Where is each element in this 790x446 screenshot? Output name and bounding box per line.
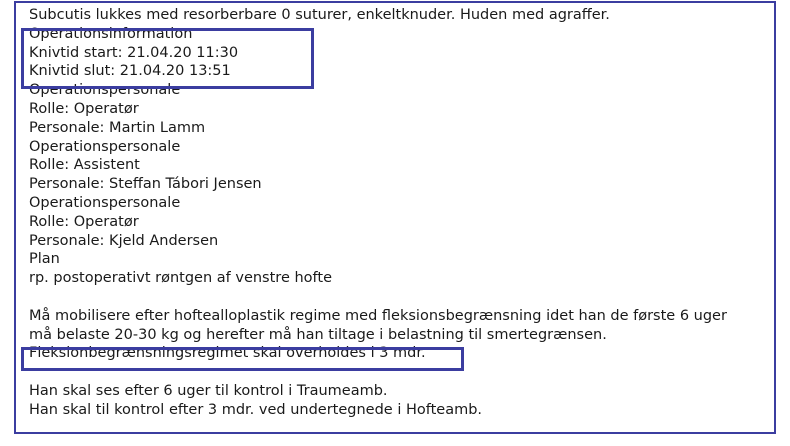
note-line-mobilisation-1: Må mobilisere efter hoftealloplastik regime med fleksionsbegrænsning idet han de første 6 uger (29, 307, 727, 324)
note-line-knife-time-end: Knivtid slut: 21.04.20 13:51 (29, 63, 231, 80)
note-line-staff-2: Personale: Steffan Tábori Jensen (29, 176, 262, 193)
note-line-plan-heading: Plan (29, 251, 60, 268)
note-line-blank-1 (29, 288, 790, 307)
note-line-closure: Subcutis lukkes med resorberbare 0 suturer, enkeltknuder. Huden med agraffer. (29, 7, 610, 23)
note-line-staff-heading-3: Operationspersonale (29, 194, 181, 211)
note-line-role-2: Rolle: Assistent (29, 157, 140, 174)
clinical-note (29, 6, 790, 420)
note-line-xray-order: rp. postoperativt røntgen af venstre hofte (29, 270, 332, 287)
note-line-staff-heading-2: Operationspersonale (29, 138, 181, 155)
note-line-role-3: Rolle: Operatør (29, 213, 139, 230)
note-line-staff-heading-1: Operationspersonale (29, 82, 181, 99)
note-line-knife-time-start: Knivtid start: 21.04.20 11:30 (29, 44, 239, 61)
note-line-blank-2 (29, 363, 790, 382)
note-line-role-1: Rolle: Operatør (29, 100, 139, 117)
note-line-staff-1: Personale: Martin Lamm (29, 119, 206, 136)
note-line-staff-3: Personale: Kjeld Andersen (29, 232, 219, 249)
note-line-followup-trauma: Han skal ses efter 6 uger til kontrol i Traumeamb. (29, 382, 388, 399)
note-line-mobilisation-2: må belaste 20-30 kg og herefter må han tiltage i belastning til smertegrænsen. (29, 326, 607, 343)
note-line-operation-info-heading: Operationsinformation (29, 25, 193, 42)
note-line-flexion-regime: Fleksionbegrænsningsregimet skal overholdes i 3 mdr. (29, 345, 426, 362)
note-line-followup-hip: Han skal til kontrol efter 3 mdr. ved undertegnede i Hofteamb. (29, 401, 483, 418)
